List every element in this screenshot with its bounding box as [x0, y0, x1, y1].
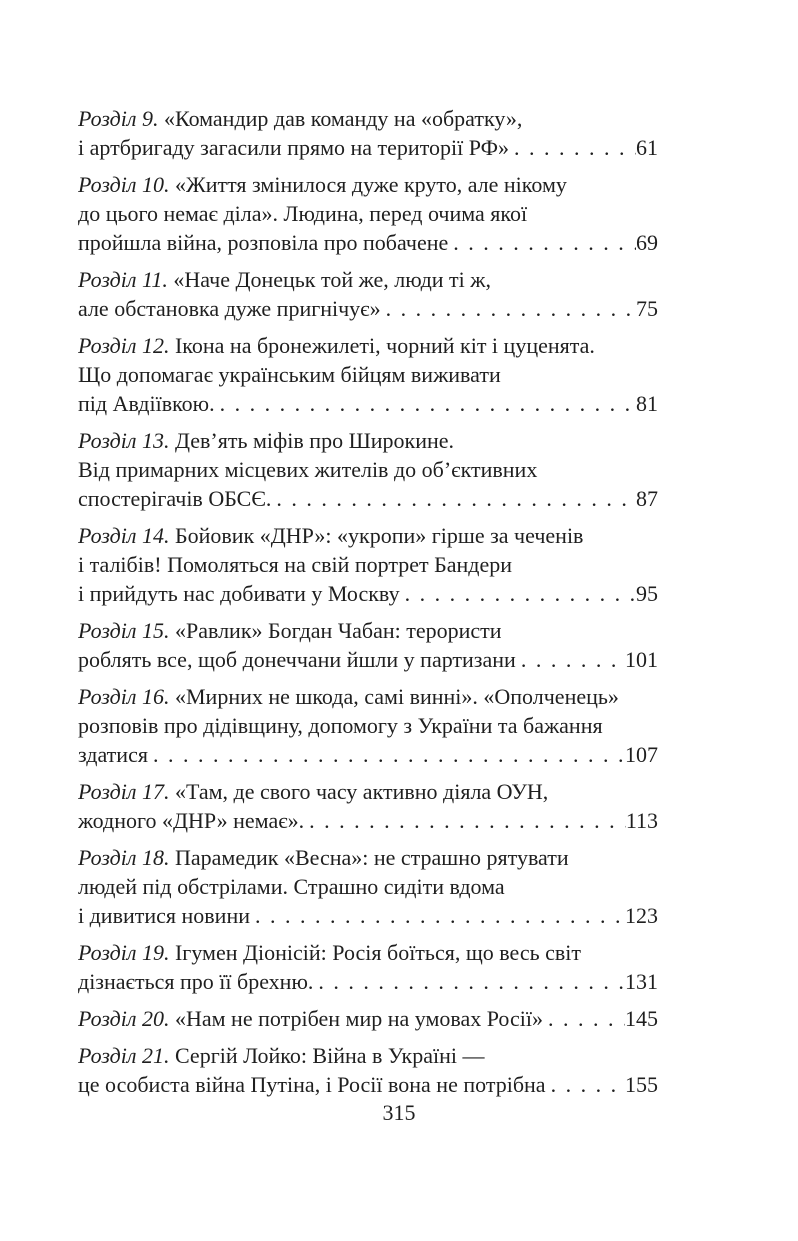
chapter-label: Розділ 17.	[78, 779, 170, 804]
chapter-page-number: 123	[625, 903, 658, 928]
chapter-title-line: «Життя змінилося дуже круто, але нікому	[169, 172, 567, 197]
dot-leader	[516, 645, 625, 674]
toc-entry	[78, 1004, 658, 1033]
toc-entry-line	[78, 133, 658, 162]
chapter-title-line: але обстановка дуже пригнічує»	[78, 296, 381, 321]
chapter-title-line: Що допомагає українським бійцям виживати	[78, 362, 501, 387]
chapter-title-line: «Командир дав команду на «обратку»,	[158, 106, 523, 131]
toc-entry-line	[78, 521, 658, 550]
chapter-title-line: людей під обстрілами. Страшно сидіти вдома	[78, 874, 505, 899]
toc-entry-line	[78, 1070, 658, 1099]
chapter-page-number: 95	[636, 581, 658, 606]
toc-entry-line	[78, 104, 658, 133]
toc-entry-line	[78, 645, 658, 674]
chapter-title-line: Ігумен Діонісій: Росія боїться, що весь світ	[169, 940, 582, 965]
toc-entry-text	[78, 333, 595, 358]
toc-entry-text	[78, 457, 537, 482]
chapter-label: Розділ 12.	[78, 333, 170, 358]
chapter-title-line: «Мирних не шкода, самі винні». «Ополченець»	[169, 684, 619, 709]
toc-entry-line	[78, 1004, 658, 1033]
chapter-title-line: дізнається про її брехню.	[78, 969, 314, 994]
toc-entry-text	[78, 645, 516, 674]
chapter-title-line: здатися	[78, 742, 148, 767]
dot-leader	[509, 133, 636, 162]
toc-entry-text	[78, 740, 148, 769]
chapter-title-line: роблять все, щоб донеччани йшли у партизани	[78, 647, 516, 672]
chapter-page-number: 75	[636, 296, 658, 321]
toc-entry-line	[78, 199, 658, 228]
chapter-title-line: Дев’ять міфів про Широкине.	[169, 428, 455, 453]
toc-entry-text	[78, 484, 271, 513]
toc-entry-line	[78, 682, 658, 711]
chapter-title-line: розповів про дідівщину, допомогу з України та бажання	[78, 713, 603, 738]
toc-entry-line	[78, 843, 658, 872]
toc-entry	[78, 265, 658, 323]
toc-entry-text	[78, 684, 619, 709]
toc-entry-text	[78, 1070, 546, 1099]
dot-leader	[250, 901, 625, 930]
chapter-title-line: це особиста війна Путіна, і Росії вона не потрібна	[78, 1072, 546, 1097]
toc-entry-text	[78, 779, 548, 804]
chapter-label: Розділ 19.	[78, 940, 170, 965]
dot-leader	[543, 1004, 625, 1033]
chapter-page-number: 145	[625, 1006, 658, 1031]
chapter-title-line: і прийдуть нас добивати у Москву	[78, 581, 400, 606]
dot-leader	[313, 967, 625, 996]
toc-entry-text	[78, 901, 250, 930]
toc-entry-line	[78, 228, 658, 257]
toc-entry-text	[78, 523, 583, 548]
chapter-page-number: 131	[625, 969, 658, 994]
chapter-title-line: Ікона на бронежилеті, чорний кіт і цуценята.	[169, 333, 595, 358]
dot-leader	[448, 228, 636, 257]
chapter-label: Розділ 10.	[78, 172, 170, 197]
toc-entry-line	[78, 872, 658, 901]
toc-entry-line	[78, 901, 658, 930]
toc-entry-line	[78, 806, 658, 835]
toc-entry-line	[78, 711, 658, 740]
chapter-title-line: «Наче Донецьк той же, люди ті ж,	[167, 267, 491, 292]
toc-entry	[78, 331, 658, 418]
toc-entry-line	[78, 484, 658, 513]
chapter-label: Розділ 9.	[78, 106, 159, 131]
chapter-label: Розділ 20.	[78, 1006, 170, 1031]
toc-entry	[78, 104, 658, 162]
toc-entry	[78, 777, 658, 835]
dot-leader	[400, 579, 636, 608]
toc-entry-line	[78, 170, 658, 199]
toc-entry-text	[78, 1043, 485, 1068]
toc-entry-text	[78, 172, 567, 197]
dot-leader	[148, 740, 625, 769]
toc-entry-line	[78, 938, 658, 967]
toc-entry-line	[78, 389, 658, 418]
dot-leader	[546, 1070, 625, 1099]
chapter-label: Розділ 14.	[78, 523, 170, 548]
chapter-label: Розділ 15.	[78, 618, 170, 643]
toc-entry-line	[78, 616, 658, 645]
chapter-page-number: 113	[625, 808, 658, 833]
chapter-title-line: Сергій Лойко: Війна в Україні —	[169, 1043, 485, 1068]
toc-entry	[78, 170, 658, 257]
chapter-title-line: Парамедик «Весна»: не страшно рятувати	[169, 845, 569, 870]
chapter-label: Розділ 11.	[78, 267, 168, 292]
chapter-label: Розділ 21.	[78, 1043, 170, 1068]
toc-entry	[78, 1041, 658, 1099]
toc-entry-text	[78, 389, 215, 418]
dot-leader	[215, 389, 636, 418]
table-of-contents	[78, 104, 658, 1107]
toc-entry	[78, 843, 658, 930]
toc-entry-text	[78, 579, 400, 608]
dot-leader	[304, 806, 626, 835]
toc-entry-text	[78, 806, 304, 835]
dot-leader	[381, 294, 636, 323]
chapter-title-line: «Нам не потрібен мир на умовах Росії»	[169, 1006, 543, 1031]
toc-entry	[78, 616, 658, 674]
chapter-page-number: 107	[625, 742, 658, 767]
chapter-page-number: 81	[636, 391, 658, 416]
toc-entry-line	[78, 550, 658, 579]
toc-entry-text	[78, 228, 448, 257]
toc-entry	[78, 426, 658, 513]
toc-entry-text	[78, 874, 505, 899]
page-number: 315	[382, 1100, 416, 1125]
toc-entry	[78, 521, 658, 608]
chapter-title-line: і дивитися новини	[78, 903, 250, 928]
chapter-label: Розділ 18.	[78, 845, 170, 870]
toc-entry-line	[78, 294, 658, 323]
toc-entry-text	[78, 294, 381, 323]
toc-entry-text	[78, 201, 527, 226]
toc-entry-line	[78, 579, 658, 608]
chapter-title-line: жодного «ДНР» немає».	[78, 808, 305, 833]
toc-entry-text	[78, 1004, 543, 1033]
toc-entry-text	[78, 106, 522, 131]
toc-entry-line	[78, 1041, 658, 1070]
toc-entry-line	[78, 331, 658, 360]
toc-entry-text	[78, 267, 491, 292]
chapter-title-line: «Равлик» Богдан Чабан: терористи	[169, 618, 502, 643]
chapter-label: Розділ 16.	[78, 684, 170, 709]
toc-entry-text	[78, 940, 581, 965]
chapter-page-number: 101	[625, 647, 658, 672]
chapter-label: Розділ 13.	[78, 428, 170, 453]
toc-entry-line	[78, 426, 658, 455]
toc-entry-line	[78, 740, 658, 769]
toc-entry	[78, 682, 658, 769]
chapter-title-line: і талібів! Помоляться на свій портрет Бандери	[78, 552, 513, 577]
dot-leader	[271, 484, 636, 513]
toc-entry-text	[78, 713, 603, 738]
toc-entry-line	[78, 777, 658, 806]
toc-entry-line	[78, 455, 658, 484]
chapter-page-number: 155	[625, 1072, 658, 1097]
chapter-title-line: спостерігачів ОБСЄ.	[78, 486, 272, 511]
toc-entry-text	[78, 133, 509, 162]
toc-entry-text	[78, 618, 502, 643]
chapter-title-line: під Авдіївкою.	[78, 391, 215, 416]
chapter-page-number: 69	[636, 230, 658, 255]
toc-entry-line	[78, 360, 658, 389]
toc-entry-text	[78, 428, 454, 453]
chapter-page-number: 87	[636, 486, 658, 511]
chapter-title-line: «Там, де свого часу активно діяла ОУН,	[169, 779, 549, 804]
chapter-title-line: Від примарних місцевих жителів до об’єктивних	[78, 457, 538, 482]
toc-entry-text	[78, 552, 512, 577]
toc-entry-line	[78, 265, 658, 294]
chapter-title-line: пройшла війна, розповіла про побачене	[78, 230, 449, 255]
toc-entry-text	[78, 362, 501, 387]
toc-entry-text	[78, 967, 313, 996]
chapter-title-line: і артбригаду загасили прямо на території РФ»	[78, 135, 509, 160]
toc-entry	[78, 938, 658, 996]
toc-entry-line	[78, 967, 658, 996]
chapter-title-line: Бойовик «ДНР»: «укропи» гірше за чеченів	[169, 523, 584, 548]
toc-entry-text	[78, 845, 569, 870]
chapter-page-number: 61	[636, 135, 658, 160]
chapter-title-line: до цього немає діла». Людина, перед очима якої	[78, 201, 528, 226]
